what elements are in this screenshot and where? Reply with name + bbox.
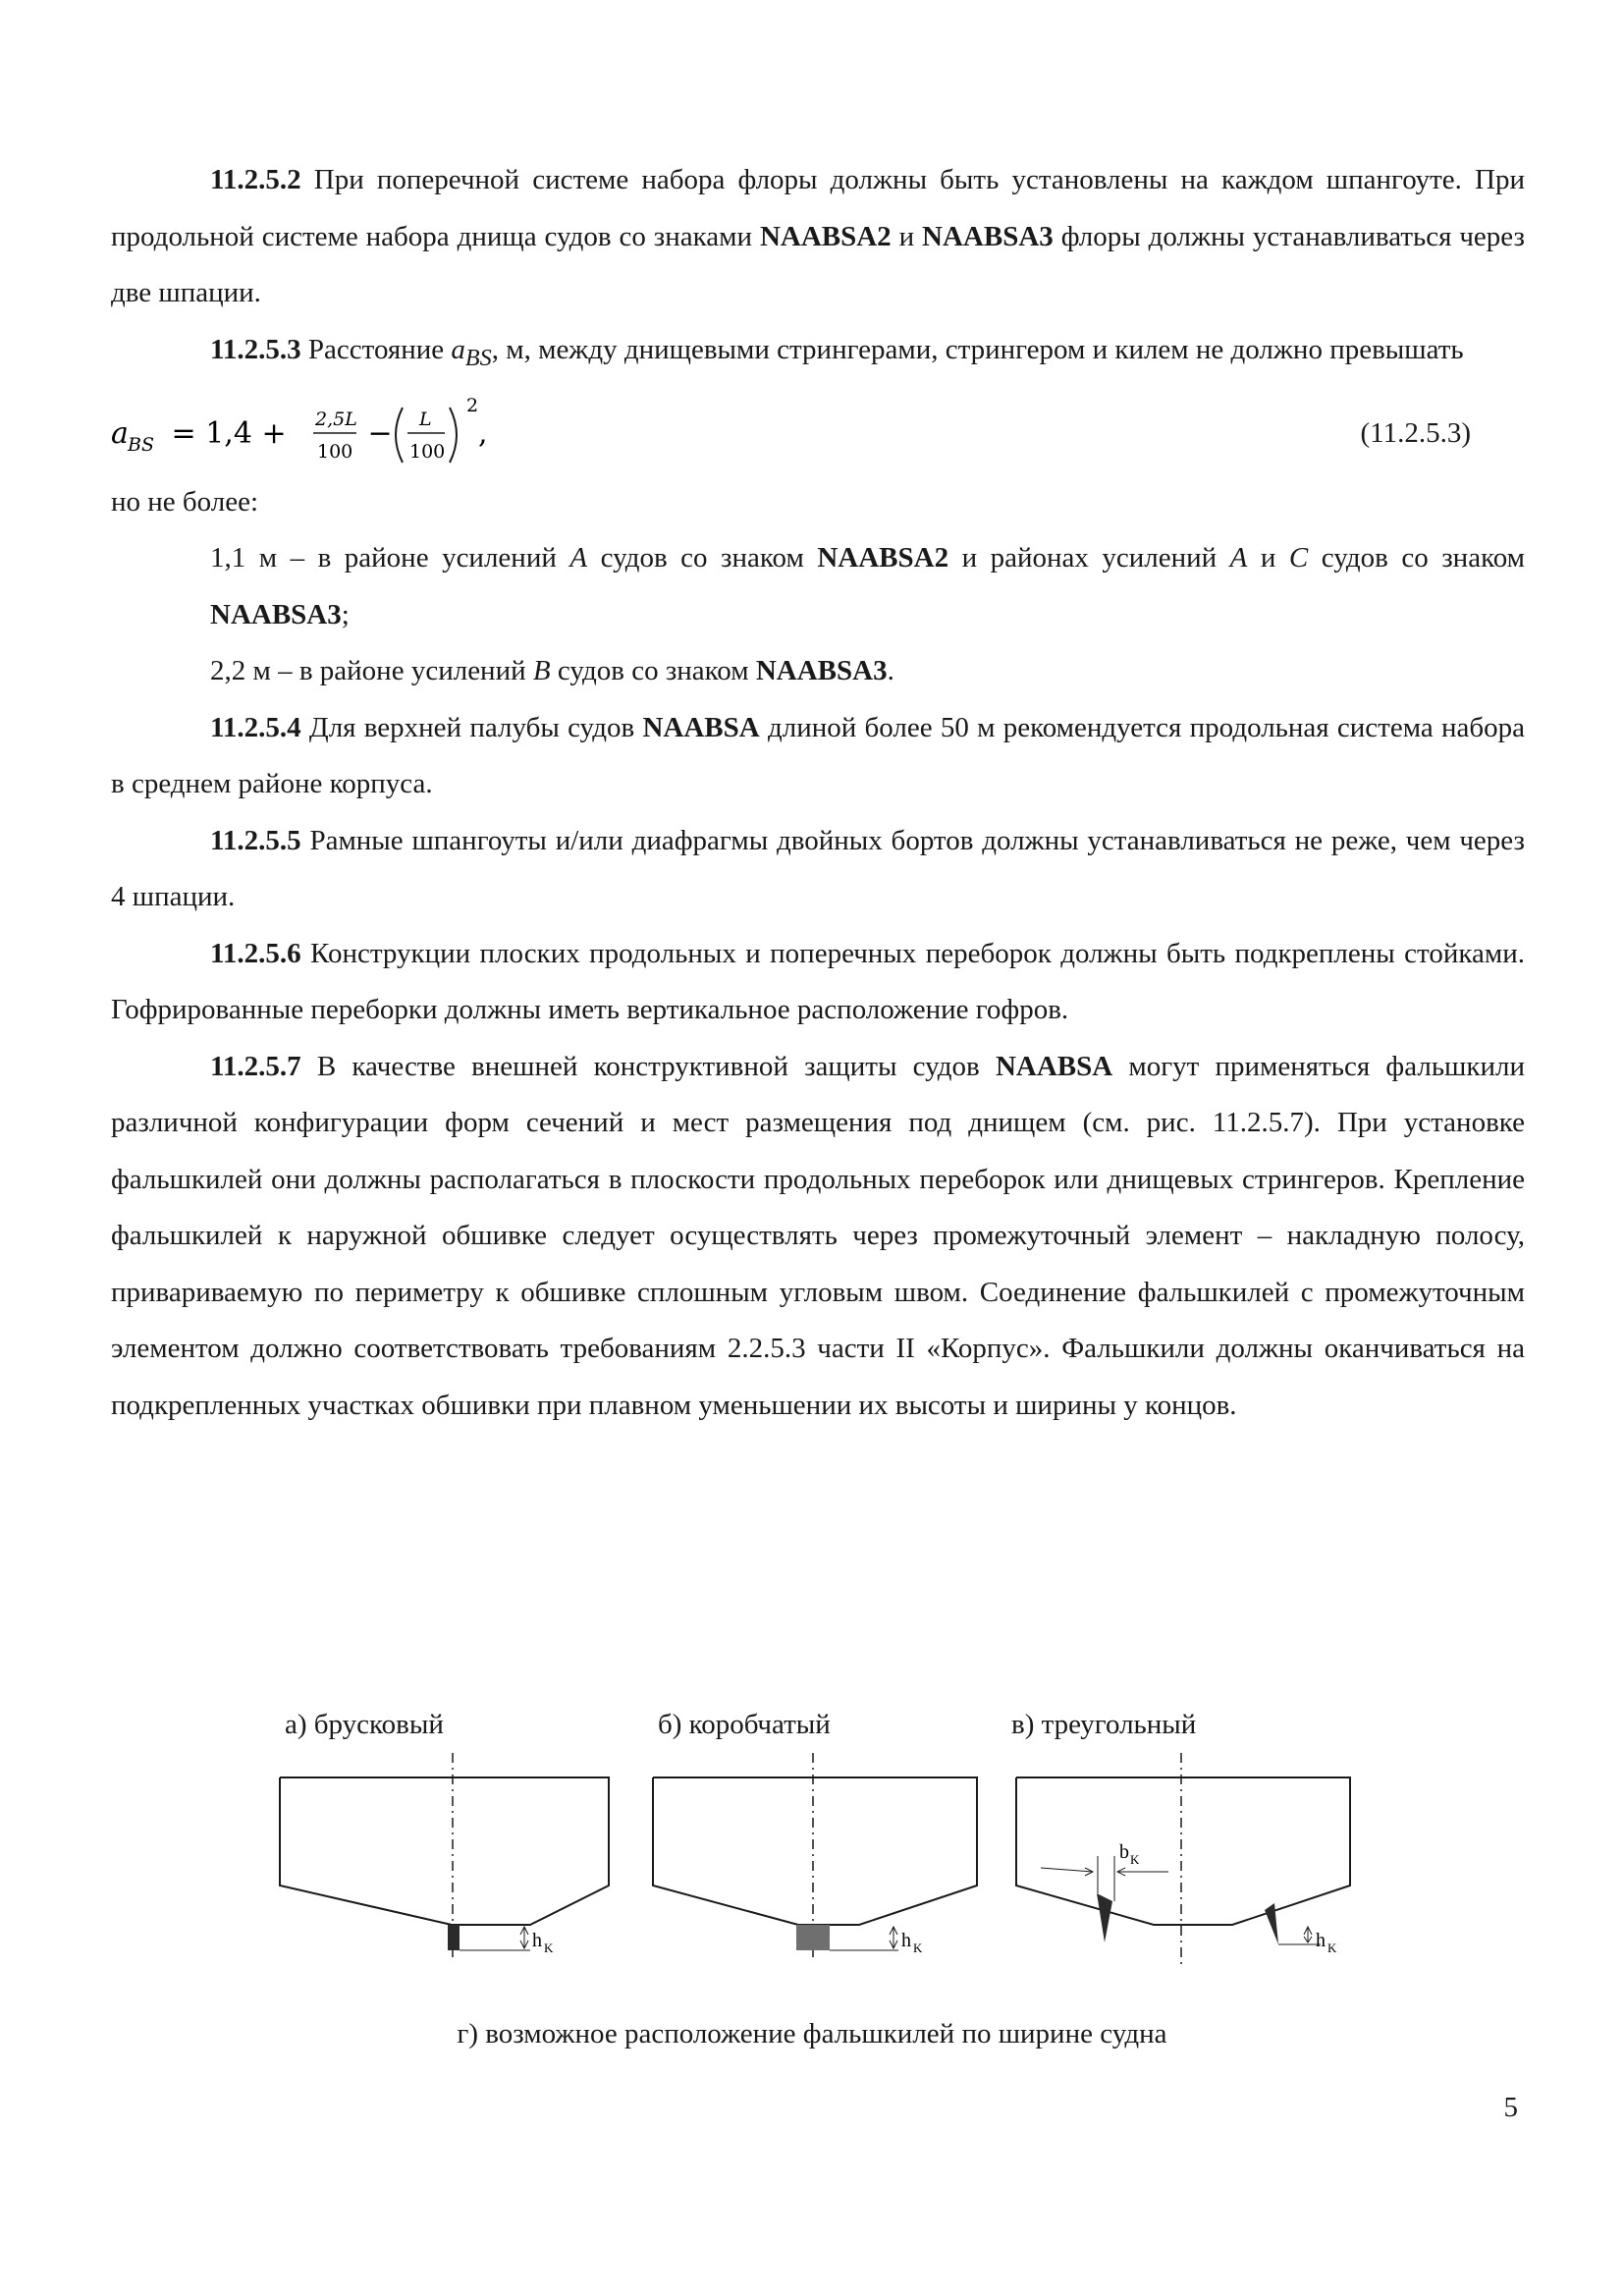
figure-false-keels bbox=[265, 1709, 1375, 1955]
hull-section-c bbox=[1016, 1753, 1350, 1966]
figure-label-c: в) треугольный bbox=[1011, 1709, 1197, 1740]
svg-text:K: K bbox=[913, 1941, 923, 1955]
box-keel-shape bbox=[796, 1925, 830, 1950]
page-number: 5 bbox=[1503, 2092, 1518, 2123]
svg-text:h: h bbox=[901, 1930, 911, 1951]
figure-drawings bbox=[265, 1709, 1375, 1955]
paragraph-11-2-5-3: 11.2.5.3 Расстояние $a_{BS}$, м, между днищевыми стрингерами, стрингером и килем не должно превышать bbox=[210, 333, 1464, 371]
svg-text:a: a bbox=[111, 415, 129, 451]
svg-text:2,5L: 2,5L bbox=[315, 408, 357, 430]
paragraph-but-not-more: но не более: bbox=[111, 485, 259, 518]
svg-text:100: 100 bbox=[317, 440, 353, 463]
formula-row bbox=[111, 386, 1525, 474]
svg-text:= 1,4 +: = 1,4 + bbox=[162, 415, 297, 451]
paragraph-11-2-5-7: 11.2.5.7 В качестве внешней конструктивной защиты судов NAABSA могут применяться фальшкили различной конфигурации форм сечений и мест размещения под днищем (см. рис. 11.2.5.7). При установке фальшкилей они должны располагаться в плоскости продольных переборок или днищевых стрингеров. Крепление фальшкилей к наружной обшивке следует осуществлять через промежуточный элемент – накладную полосу, привариваемую по периметру к обшивке сплошным угловым швом. Соединение фальшкилей с промежуточным элементом должно соответствовать требованиям 2.2.5.3 части II «Корпус». Фальшкили должны оканчиваться на подкрепленных участках обшивки при плавном уменьшении их высоты и ширины у концов. bbox=[111, 1050, 1525, 1421]
figure-label-a: а) брусковый bbox=[285, 1709, 444, 1740]
formula-11-2-5-3 bbox=[111, 396, 661, 474]
svg-text:,: , bbox=[478, 415, 488, 451]
paragraph-11-2-5-6: 11.2.5.6 Конструкции плоских продольных и поперечных переборок должны быть подкреплены стойками. Гофрированные переборки должны иметь вертикальное расположение гофров. bbox=[111, 937, 1525, 1026]
svg-text:K: K bbox=[544, 1941, 554, 1955]
figure-caption: г) возможное расположение фальшкилей по ширине судна bbox=[457, 2018, 1167, 2050]
svg-text:K: K bbox=[1130, 1852, 1140, 1867]
paragraph-11-2-5-5: 11.2.5.5 Рамные шпангоуты и/или диафрагмы двойных бортов должны устанавливаться не реже, чем через 4 шпации. bbox=[111, 824, 1525, 913]
list-item-1-1m: 1,1 м – в районе усилений A судов со знаком NAABSA2 и районах усилений A и C судов со знаком NAABSA3; bbox=[210, 542, 1525, 630]
hull-section-a bbox=[280, 1753, 609, 1959]
svg-text:2: 2 bbox=[466, 394, 479, 416]
svg-text:h: h bbox=[532, 1930, 542, 1951]
paragraph-11-2-5-4: 11.2.5.4 Для верхней палубы судов NAABSA длиной более 50 м рекомендуется продольная система набора в среднем районе корпуса. bbox=[111, 711, 1526, 800]
body-text bbox=[111, 152, 1525, 1434]
bar-keel-shape bbox=[448, 1925, 460, 1950]
paragraph-11-2-5-2: 11.2.5.2 При поперечной системе набора флоры должны быть установлены на каждом шпангоуте. При продольной системе набора днища судов со знаками NAABSA2 и NAABSA3 флоры должны устанавливаться через две шпации. bbox=[111, 164, 1525, 308]
formula-number: (11.2.5.3) bbox=[1360, 416, 1471, 449]
svg-text:−: − bbox=[358, 415, 403, 451]
figure-label-b: б) коробчатый bbox=[658, 1709, 831, 1740]
svg-text:BS: BS bbox=[128, 433, 154, 456]
list-item-2-2m: 2,2 м – в районе усилений B судов со знаком NAABSA3. bbox=[210, 655, 894, 687]
svg-text:h: h bbox=[1316, 1930, 1326, 1951]
svg-text:100: 100 bbox=[409, 440, 446, 463]
svg-text:L: L bbox=[419, 408, 432, 430]
svg-text:K: K bbox=[1327, 1941, 1337, 1955]
svg-text:b: b bbox=[1119, 1841, 1129, 1863]
triangular-keel-left bbox=[1097, 1893, 1112, 1942]
hull-section-b bbox=[653, 1753, 977, 1959]
